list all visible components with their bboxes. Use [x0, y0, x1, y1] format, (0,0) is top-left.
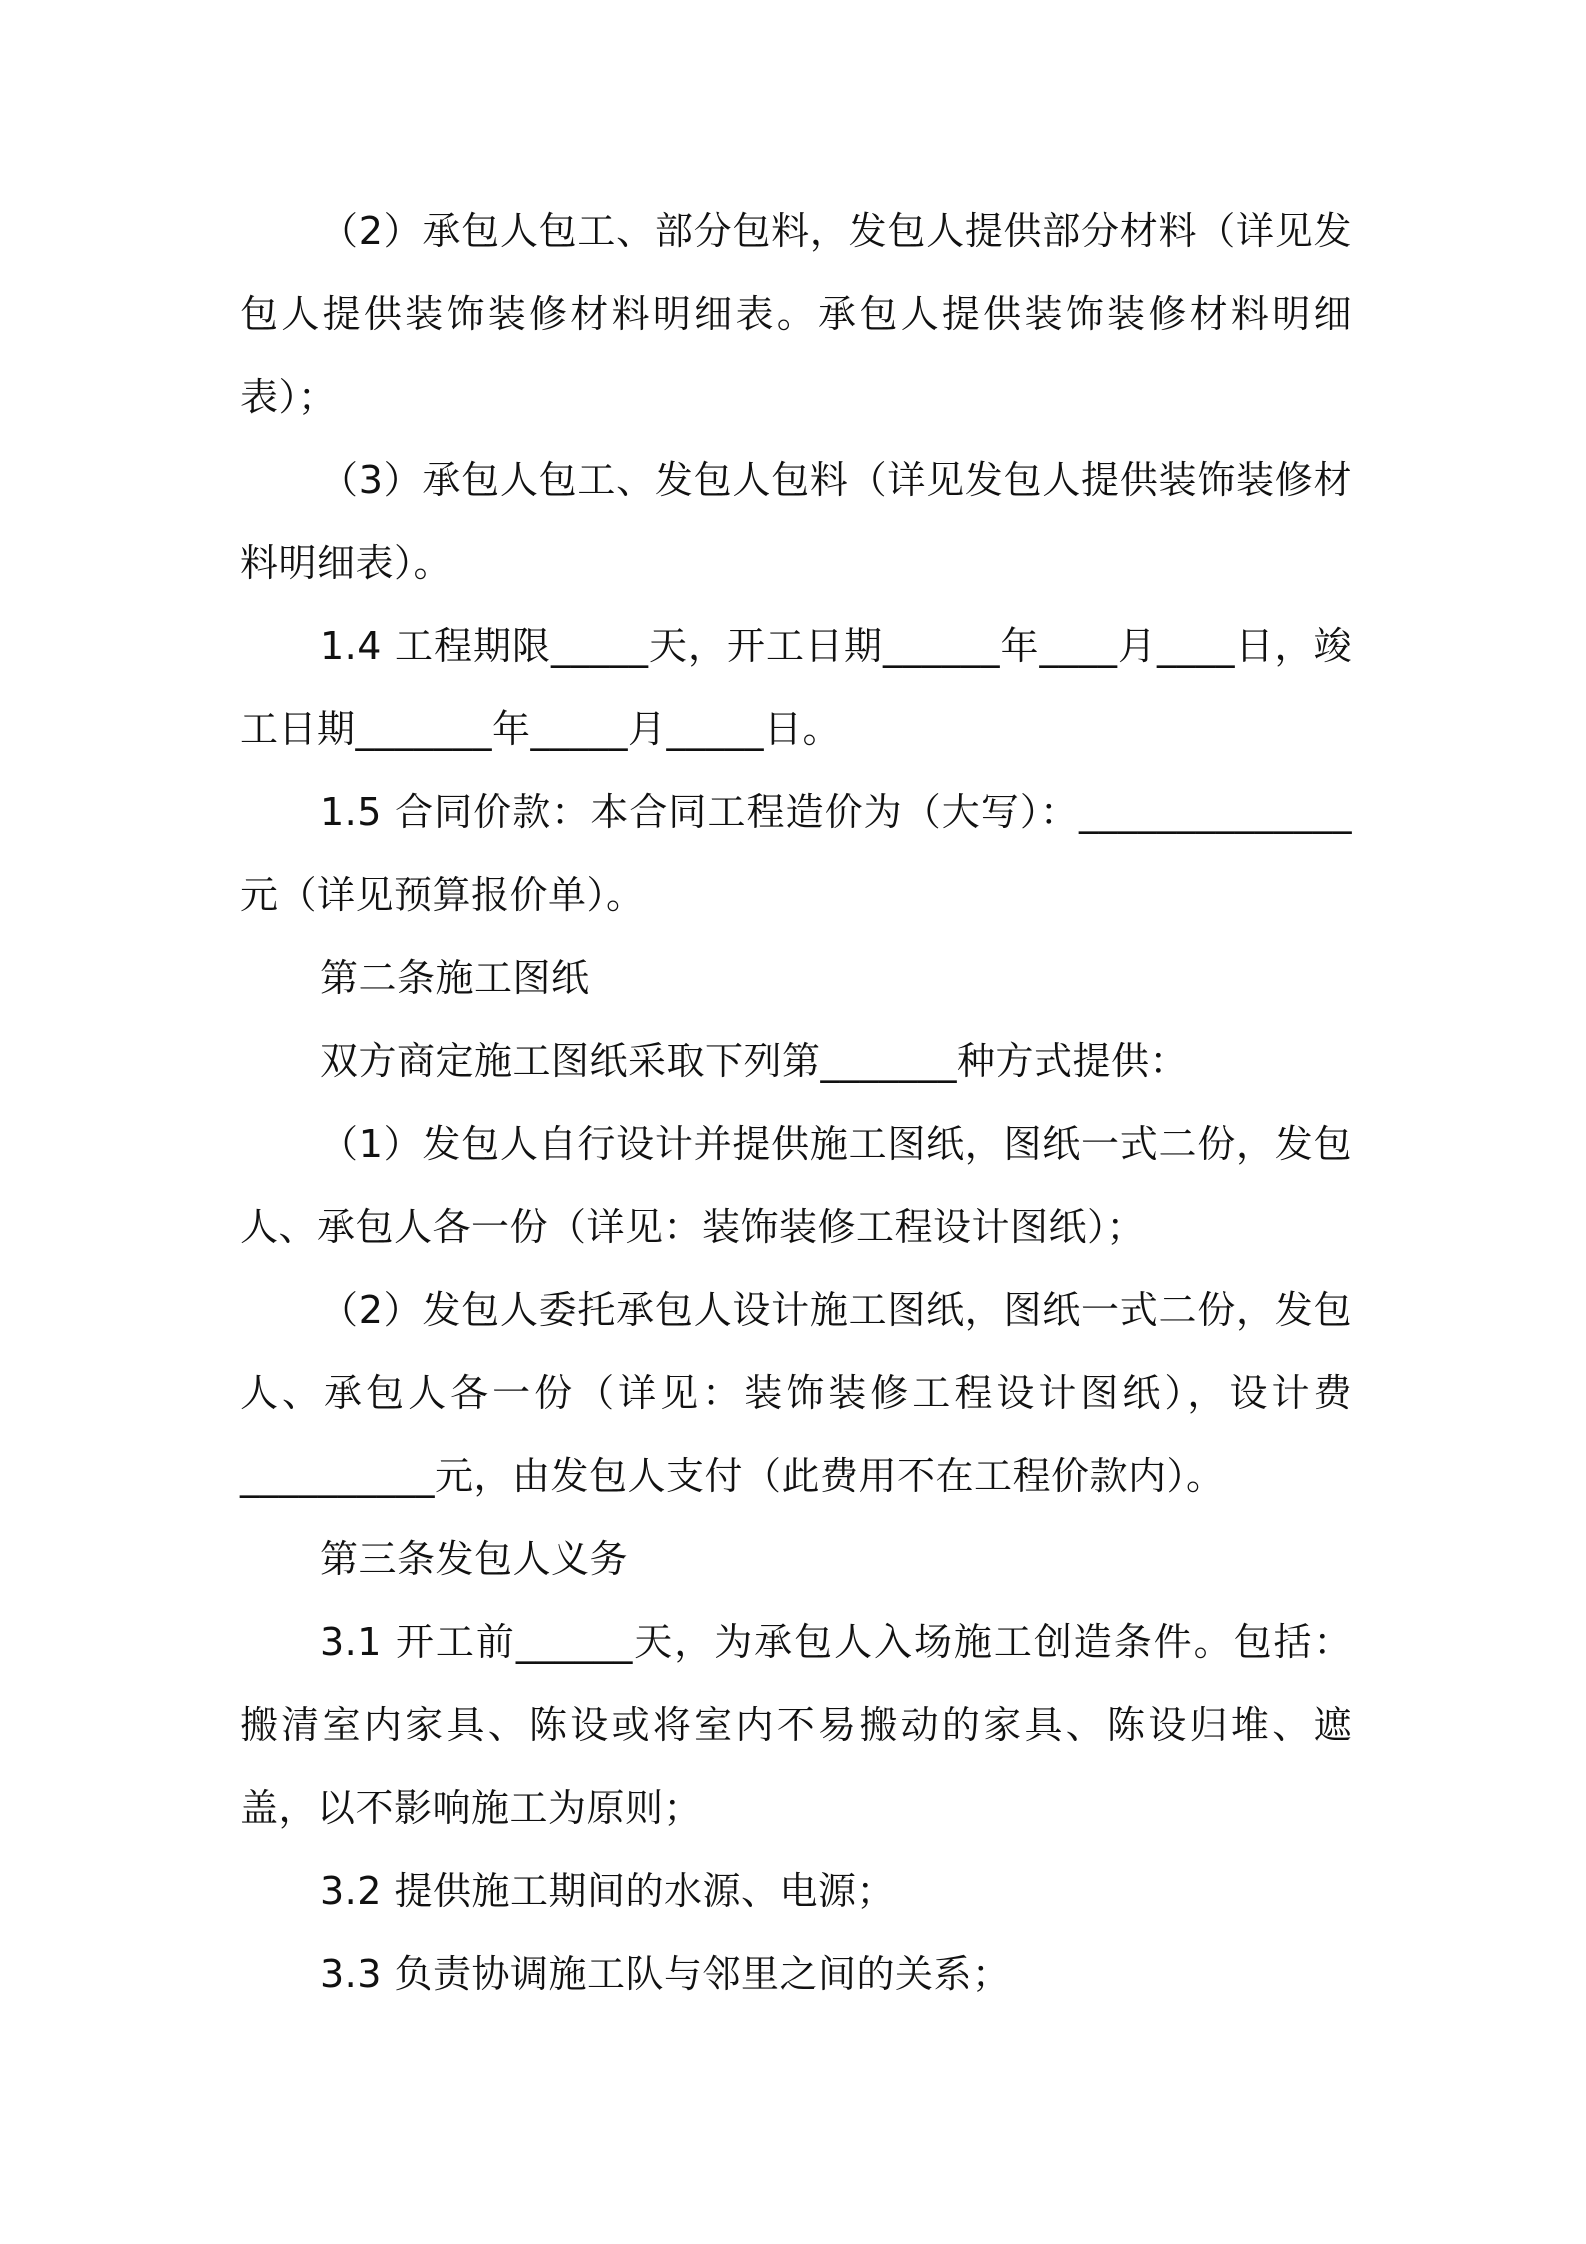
paragraph-obligation-3-3: 3.3 负责协调施工队与邻里之间的关系；	[320, 1952, 1011, 1996]
paragraph-drawing-option-1: （1）发包人自行设计并提供施工图纸，图纸一式二份，发包人、承包人各一份（详见：装饰装修工程设计图纸）；	[240, 1122, 1352, 1249]
heading-article-3: 第三条发包人义务	[320, 1537, 629, 1581]
paragraph-contract-price: 1.5 合同价款：本合同工程造价为（大写）：______________元（详见预算报价单）。	[240, 790, 1352, 917]
heading-article-2: 第二条施工图纸	[320, 956, 590, 1000]
paragraph-material-option-3: （3）承包人包工、发包人包料（详见发包人提供装饰装修材料明细表）。	[240, 458, 1352, 585]
document-body	[240, 190, 1352, 2016]
paragraph-drawing-method: 双方商定施工图纸采取下列第_______种方式提供：	[320, 1039, 1189, 1083]
paragraph-project-period: 1.4 工程期限_____天，开工日期______年____月____日，竣工日期_______年_____月_____日。	[240, 624, 1352, 751]
paragraph-obligation-3-1: 3.1 开工前______天，为承包人入场施工创造条件。包括：搬清室内家具、陈设或将室内不易搬动的家具、陈设归堆、遮盖，以不影响施工为原则；	[240, 1620, 1352, 1830]
paragraph-material-option-2: （2）承包人包工、部分包料，发包人提供部分材料（详见发包人提供装饰装修材料明细表。承包人提供装饰装修材料明细表）；	[240, 209, 1352, 419]
paragraph-drawing-option-2: （2）发包人委托承包人设计施工图纸，图纸一式二份，发包人、承包人各一份（详见：装饰装修工程设计图纸），设计费__________元，由发包人支付（此费用不在工程价款内）。	[240, 1288, 1352, 1498]
paragraph-obligation-3-2: 3.2 提供施工期间的水源、电源；	[320, 1869, 896, 1913]
